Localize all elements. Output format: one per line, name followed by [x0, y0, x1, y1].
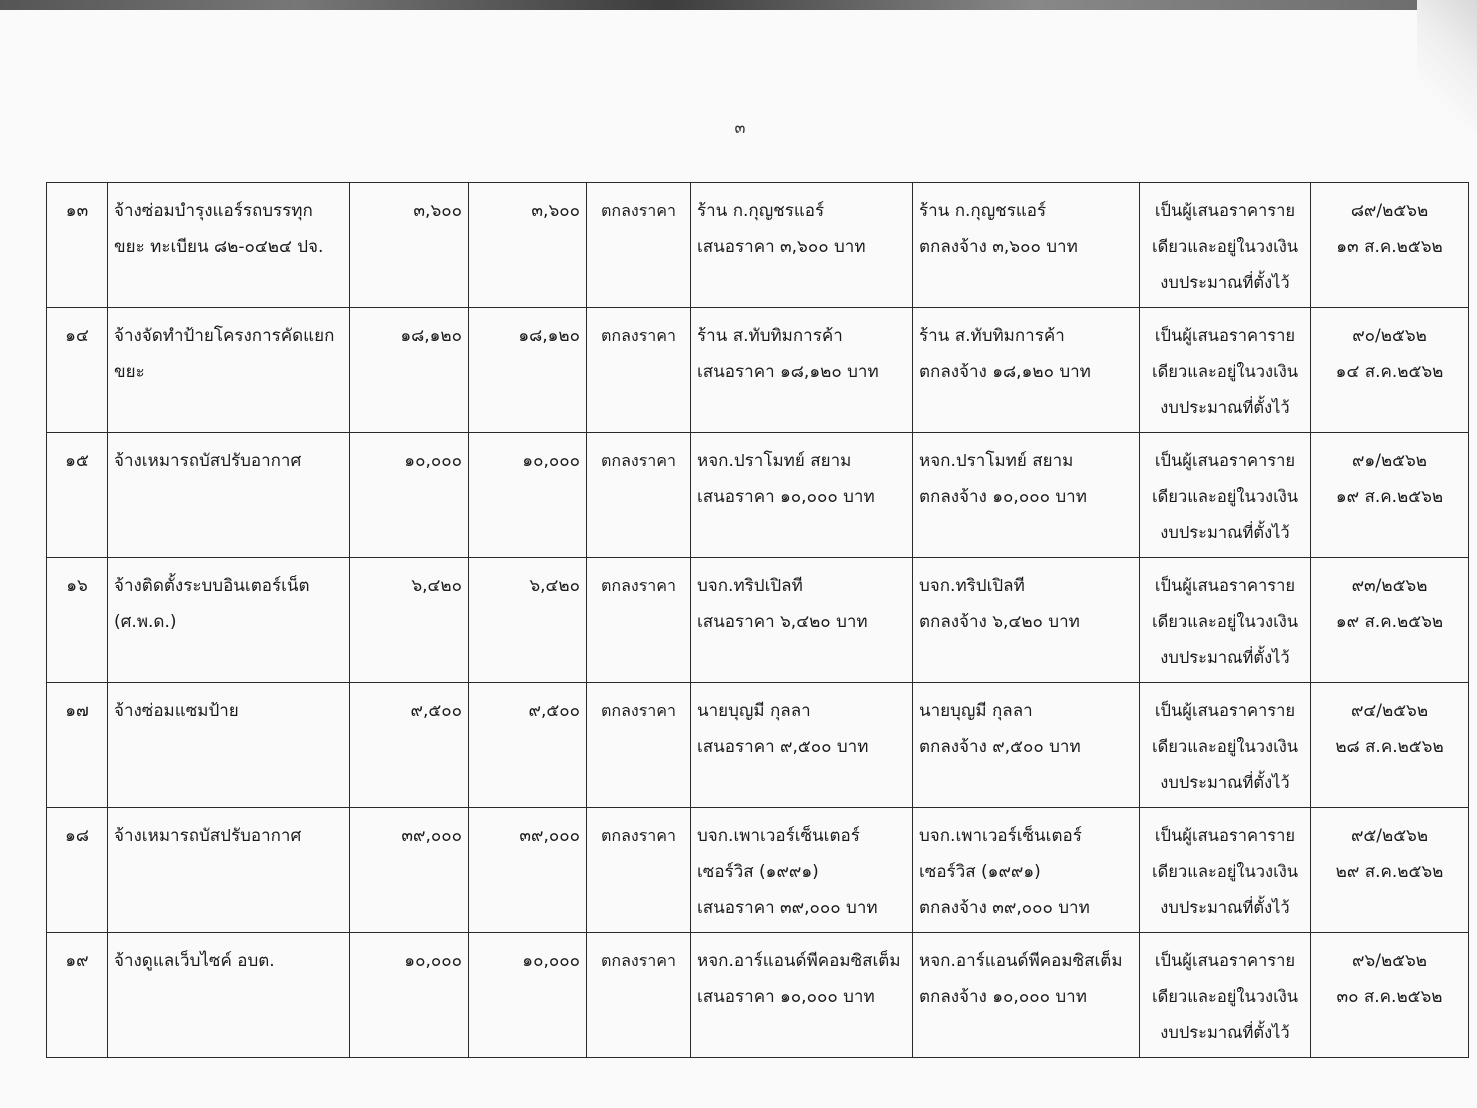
table-row	[47, 433, 1469, 558]
bidder-offer-cell	[691, 808, 913, 933]
selected-vendor-line: ตกลงจ้าง ๓๙,๐๐๐ บาท	[919, 898, 1090, 918]
selected-vendor-cell	[913, 308, 1140, 433]
item-description-line: จ้างดูแลเว็บไซค์ อบต.	[114, 951, 275, 971]
row-number-cell: ๑๙	[47, 933, 108, 1058]
budget-cell: ๓๙,๐๐๐	[350, 808, 469, 933]
bidder-offer-line: เสนอราคา ๖,๔๒๐ บาท	[697, 612, 868, 632]
contract-reference-cell	[1311, 808, 1469, 933]
bidder-offer-line: นายบุญมี กุลลา	[697, 701, 811, 721]
selection-reason-line: เป็นผู้เสนอราคาราย	[1154, 951, 1296, 970]
item-description-cell	[108, 558, 350, 683]
bidder-offer-line: หจก.ปราโมทย์ สยาม	[697, 451, 852, 471]
contract-reference-line: ๒๘ ส.ค.๒๕๖๒	[1335, 737, 1444, 757]
row-number-cell: ๑๗	[47, 683, 108, 808]
contract-reference-line: ๑๔ ส.ค.๒๕๖๒	[1335, 362, 1444, 382]
selection-reason-line: เดียวและอยู่ในวงเงิน	[1151, 487, 1299, 506]
median-price-cell: ๑๘,๑๒๐	[469, 308, 587, 433]
row-number-cell: ๑๖	[47, 558, 108, 683]
selection-reason-line: เดียวและอยู่ในวงเงิน	[1151, 362, 1299, 381]
bidder-offer-cell	[691, 558, 913, 683]
selection-reason-line: เป็นผู้เสนอราคาราย	[1154, 326, 1296, 345]
selected-vendor-line: ตกลงจ้าง ๖,๔๒๐ บาท	[919, 612, 1080, 632]
procurement-table	[46, 182, 1469, 1058]
procurement-method-cell: ตกลงราคา	[587, 183, 691, 308]
item-description-cell	[108, 183, 350, 308]
contract-reference-line: ๑๙ ส.ค.๒๕๖๒	[1335, 487, 1444, 507]
bidder-offer-line: เสนอราคา ๓,๖๐๐ บาท	[697, 237, 866, 257]
selection-reason-cell	[1140, 183, 1311, 308]
bidder-offer-cell	[691, 308, 913, 433]
selected-vendor-line: ตกลงจ้าง ๑๐,๐๐๐ บาท	[919, 487, 1087, 507]
selection-reason-line: เดียวและอยู่ในวงเงิน	[1151, 737, 1299, 756]
item-description-cell	[108, 683, 350, 808]
selection-reason-cell	[1140, 808, 1311, 933]
contract-reference-cell	[1311, 933, 1469, 1058]
selection-reason-line: งบประมาณที่ตั้งไว้	[1160, 398, 1290, 417]
contract-reference-line: ๑๙ ส.ค.๒๕๖๒	[1335, 612, 1444, 632]
table-row	[47, 183, 1469, 308]
procurement-method-cell: ตกลงราคา	[587, 808, 691, 933]
bidder-offer-line: บจก.เพาเวอร์เซ็นเตอร์	[697, 826, 860, 846]
contract-reference-cell	[1311, 308, 1469, 433]
selection-reason-line: เดียวและอยู่ในวงเงิน	[1151, 862, 1299, 881]
row-number-cell: ๑๓	[47, 183, 108, 308]
bidder-offer-line: ร้าน ส.ทับทิมการค้า	[697, 326, 843, 346]
selected-vendor-line: ร้าน ส.ทับทิมการค้า	[919, 326, 1065, 346]
procurement-method-cell: ตกลงราคา	[587, 433, 691, 558]
selection-reason-line: งบประมาณที่ตั้งไว้	[1160, 273, 1290, 292]
procurement-method-cell: ตกลงราคา	[587, 683, 691, 808]
contract-reference-line: ๒๙ ส.ค.๒๕๖๒	[1335, 862, 1444, 882]
selection-reason-line: งบประมาณที่ตั้งไว้	[1160, 648, 1290, 667]
selection-reason-cell	[1140, 308, 1311, 433]
selection-reason-line: งบประมาณที่ตั้งไว้	[1160, 773, 1290, 792]
selected-vendor-line: ตกลงจ้าง ๑๘,๑๒๐ บาท	[919, 362, 1091, 382]
median-price-cell: ๙,๕๐๐	[469, 683, 587, 808]
selection-reason-line: งบประมาณที่ตั้งไว้	[1160, 898, 1290, 917]
table-row	[47, 808, 1469, 933]
procurement-method-cell: ตกลงราคา	[587, 933, 691, 1058]
selected-vendor-line: นายบุญมี กุลลา	[919, 701, 1033, 721]
desk-background-strip	[0, 0, 1477, 10]
bidder-offer-line: บจก.ทริปเปิลที	[697, 576, 803, 596]
table-row	[47, 933, 1469, 1058]
item-description-line: จ้างเหมารถบัสปรับอากาศ	[114, 826, 302, 846]
item-description-cell	[108, 933, 350, 1058]
selection-reason-cell	[1140, 933, 1311, 1058]
item-description-line: จ้างติดตั้งระบบอินเตอร์เน็ต	[114, 576, 310, 596]
paper-curl-shadow	[1417, 0, 1477, 130]
contract-reference-line: ๙๔/๒๕๖๒	[1350, 701, 1429, 721]
selected-vendor-cell	[913, 683, 1140, 808]
bidder-offer-cell	[691, 683, 913, 808]
selection-reason-line: เดียวและอยู่ในวงเงิน	[1151, 612, 1299, 631]
selection-reason-line: เป็นผู้เสนอราคาราย	[1154, 201, 1296, 220]
contract-reference-cell	[1311, 558, 1469, 683]
budget-cell: ๙,๕๐๐	[350, 683, 469, 808]
selection-reason-cell	[1140, 683, 1311, 808]
item-description-line: จ้างซ่อมบำรุงแอร์รถบรรทุก	[114, 201, 313, 221]
contract-reference-cell	[1311, 183, 1469, 308]
selection-reason-line: เดียวและอยู่ในวงเงิน	[1151, 237, 1299, 256]
bidder-offer-line: เสนอราคา ๙,๕๐๐ บาท	[697, 737, 869, 757]
item-description-line: จ้างเหมารถบัสปรับอากาศ	[114, 451, 302, 471]
selection-reason-line: เป็นผู้เสนอราคาราย	[1154, 451, 1296, 470]
table-row	[47, 683, 1469, 808]
item-description-cell	[108, 433, 350, 558]
bidder-offer-line: เสนอราคา ๑๘,๑๒๐ บาท	[697, 362, 879, 382]
item-description-line: ขยะ	[114, 362, 145, 382]
budget-cell: ๑๘,๑๒๐	[350, 308, 469, 433]
item-description-line: ขยะ ทะเบียน ๘๒-๐๔๒๔ ปจ.	[114, 237, 324, 257]
bidder-offer-line: ร้าน ก.กุญชรแอร์	[697, 201, 825, 221]
selected-vendor-line: เซอร์วิส (๑๙๙๑)	[919, 862, 1041, 882]
selection-reason-line: งบประมาณที่ตั้งไว้	[1160, 1023, 1290, 1042]
bidder-offer-cell	[691, 183, 913, 308]
median-price-cell: ๓,๖๐๐	[469, 183, 587, 308]
median-price-cell: ๓๙,๐๐๐	[469, 808, 587, 933]
bidder-offer-line: หจก.อาร์แอนด์พีคอมซิสเต็ม	[697, 951, 901, 971]
median-price-cell: ๑๐,๐๐๐	[469, 433, 587, 558]
selected-vendor-line: หจก.ปราโมทย์ สยาม	[919, 451, 1074, 471]
budget-cell: ๓,๖๐๐	[350, 183, 469, 308]
selected-vendor-line: ตกลงจ้าง ๓,๖๐๐ บาท	[919, 237, 1078, 257]
selection-reason-line: เดียวและอยู่ในวงเงิน	[1151, 987, 1299, 1006]
row-number-cell: ๑๕	[47, 433, 108, 558]
item-description-line: (ศ.พ.ด.)	[114, 612, 177, 632]
selected-vendor-line: หจก.อาร์แอนด์พีคอมซิสเต็ม	[919, 951, 1123, 971]
selection-reason-line: เป็นผู้เสนอราคาราย	[1154, 701, 1296, 720]
median-price-cell: ๖,๔๒๐	[469, 558, 587, 683]
contract-reference-line: ๓๐ ส.ค.๒๕๖๒	[1336, 987, 1443, 1007]
bidder-offer-line: เสนอราคา ๑๐,๐๐๐ บาท	[697, 487, 875, 507]
table-row	[47, 308, 1469, 433]
selection-reason-line: งบประมาณที่ตั้งไว้	[1160, 523, 1290, 542]
budget-cell: ๖,๔๒๐	[350, 558, 469, 683]
bidder-offer-cell	[691, 933, 913, 1058]
contract-reference-line: ๙๓/๒๕๖๒	[1351, 576, 1428, 596]
bidder-offer-line: เสนอราคา ๑๐,๐๐๐ บาท	[697, 987, 875, 1007]
bidder-offer-cell	[691, 433, 913, 558]
item-description-cell	[108, 308, 350, 433]
selected-vendor-cell	[913, 183, 1140, 308]
selected-vendor-line: บจก.ทริปเปิลที	[919, 576, 1025, 596]
row-number-cell: ๑๘	[47, 808, 108, 933]
selected-vendor-line: ตกลงจ้าง ๙,๕๐๐ บาท	[919, 737, 1081, 757]
selection-reason-line: เป็นผู้เสนอราคาราย	[1154, 826, 1296, 845]
contract-reference-cell	[1311, 433, 1469, 558]
row-number-cell: ๑๔	[47, 308, 108, 433]
contract-reference-line: ๘๙/๒๕๖๒	[1350, 201, 1429, 221]
selected-vendor-line: ตกลงจ้าง ๑๐,๐๐๐ บาท	[919, 987, 1087, 1007]
item-description-line: จ้างซ่อมแซมป้าย	[114, 701, 239, 721]
table-body	[47, 183, 1469, 1058]
selected-vendor-line: ร้าน ก.กุญชรแอร์	[919, 201, 1047, 221]
procurement-method-cell: ตกลงราคา	[587, 308, 691, 433]
contract-reference-cell	[1311, 683, 1469, 808]
item-description-line: จ้างจัดทำป้ายโครงการคัดแยก	[114, 326, 335, 346]
median-price-cell: ๑๐,๐๐๐	[469, 933, 587, 1058]
selection-reason-cell	[1140, 433, 1311, 558]
contract-reference-line: ๙๕/๒๕๖๒	[1350, 826, 1429, 846]
bidder-offer-line: เซอร์วิส (๑๙๙๑)	[697, 862, 819, 882]
contract-reference-line: ๙๐/๒๕๖๒	[1352, 326, 1427, 346]
selection-reason-cell	[1140, 558, 1311, 683]
table-row	[47, 558, 1469, 683]
selected-vendor-cell	[913, 933, 1140, 1058]
budget-cell: ๑๐,๐๐๐	[350, 433, 469, 558]
selected-vendor-cell	[913, 808, 1140, 933]
contract-reference-line: ๑๓ ส.ค.๒๕๖๒	[1336, 237, 1443, 257]
bidder-offer-line: เสนอราคา ๓๙,๐๐๐ บาท	[697, 898, 878, 918]
page-number: ๓	[734, 118, 746, 137]
contract-reference-line: ๙๑/๒๕๖๒	[1351, 451, 1428, 471]
contract-reference-line: ๙๖/๒๕๖๒	[1351, 951, 1428, 971]
selected-vendor-cell	[913, 433, 1140, 558]
procurement-method-cell: ตกลงราคา	[587, 558, 691, 683]
selected-vendor-cell	[913, 558, 1140, 683]
selected-vendor-line: บจก.เพาเวอร์เซ็นเตอร์	[919, 826, 1082, 846]
selection-reason-line: เป็นผู้เสนอราคาราย	[1154, 576, 1296, 595]
budget-cell: ๑๐,๐๐๐	[350, 933, 469, 1058]
item-description-cell	[108, 808, 350, 933]
